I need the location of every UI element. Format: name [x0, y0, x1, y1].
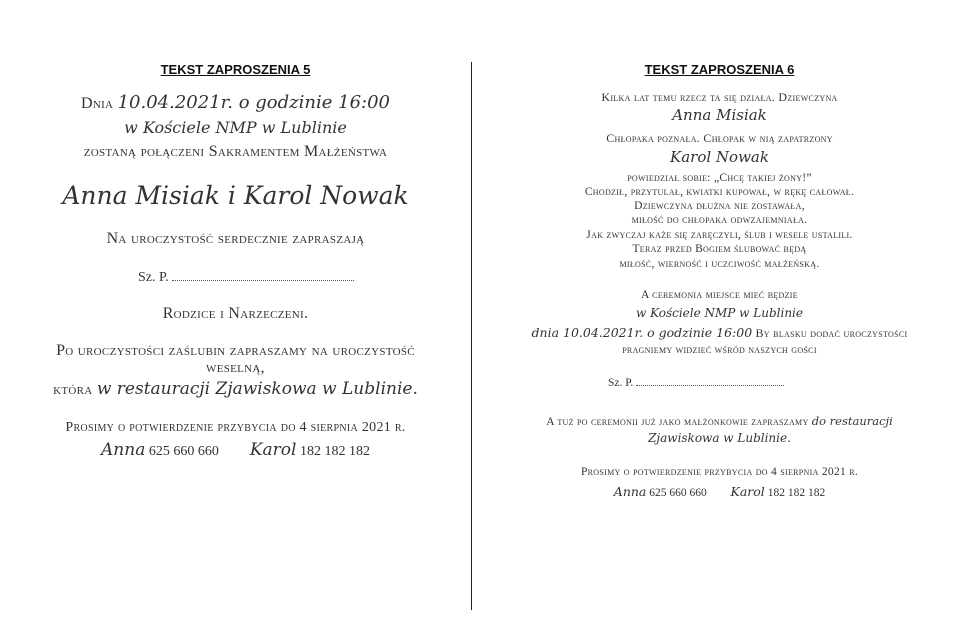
contact-line — [472, 484, 967, 499]
contact-karol-phone: 182 182 182 — [296, 444, 370, 459]
poem-line-4: Chodził, przytulał, kwiatki kupował, w rękę całował. — [584, 186, 855, 198]
contact-anna-name: Anna — [101, 440, 146, 460]
date-script: dnia 10.04.2021r. o godzinie 16:00 — [531, 325, 753, 340]
contact-karol-name: Karol — [249, 440, 297, 460]
pragniemy-line: pragniemy widzieć wśród naszych gości — [622, 344, 817, 356]
guest-blank — [636, 385, 784, 386]
reception-line-2: weselną, — [206, 359, 265, 376]
reception-line-1: Po uroczystości zaślubin zapraszamy na uroczystość — [56, 342, 415, 359]
contact-karol-name: Karol — [730, 484, 765, 499]
poem-line-8: Teraz przed Bogiem ślubować będą — [632, 243, 807, 255]
guest-line — [138, 270, 354, 286]
poem-line-5: Dziewczyna dłużna nie zostawała, — [634, 200, 805, 212]
contact-line — [0, 440, 471, 460]
heading: TEKST ZAPROSZENIA 5 — [160, 62, 311, 77]
heading: TEKST ZAPROSZENIA 6 — [644, 62, 795, 77]
poem-line-6: miłość do chłopaka odwzajemniała. — [631, 214, 808, 226]
church-line: w Kościele NMP w Lublinie — [124, 118, 347, 137]
guest-prefix: Sz. P. — [608, 377, 637, 389]
ceremony-line: A ceremonia miejsce mieć będzie — [641, 289, 798, 301]
poem-line-3: powiedział sobie: „Chcę takiej żony!” — [627, 172, 812, 184]
date-script: 10.04.2021r. o godzinie 16:00 — [117, 92, 391, 113]
contact-anna-name: Anna — [613, 484, 647, 499]
after-line — [472, 414, 967, 428]
date-line — [0, 92, 471, 113]
reception-which: która — [53, 381, 97, 398]
couple-names: Anna Misiak i Karol Nowak — [62, 181, 409, 210]
poem-line-7: Jak zwyczaj każe się zaręczyli, ślub i wesele ustalili. — [586, 229, 853, 241]
church-line: w Kościele NMP w Lublinie — [635, 306, 803, 320]
poem-line-2: Chłopaka poznała. Chłopak w nią zapatrzony — [606, 131, 833, 145]
date-prefix: Dnia — [80, 95, 118, 112]
guest-prefix: Sz. P. — [138, 270, 173, 285]
contact-anna-phone: 625 660 660 — [145, 444, 219, 459]
after-script: do restauracji — [811, 414, 893, 428]
rsvp-line: Prosimy o potwierdzenie przybycia do 4 sierpnia 2021 r. — [580, 466, 859, 478]
restaurant-line: Zjawiskowa w Lublinie. — [648, 431, 791, 445]
groom-name: Karol Nowak — [670, 148, 769, 166]
date-plain: By blasku dodać uroczystości — [752, 326, 908, 340]
invite-line: Na uroczystość serdecznie zapraszają — [106, 230, 365, 247]
sacrament-line: zostaną połączeni Sakramentem Małżeństwa — [83, 143, 388, 160]
date-line — [472, 325, 967, 341]
guest-line — [608, 377, 784, 389]
poem-line-9: miłość, wierność i uczciwość małżeńską. — [619, 258, 820, 270]
contact-anna-phone: 625 660 660 — [646, 487, 707, 499]
signers-line: Rodzice i Narzeczeni. — [162, 305, 309, 322]
contact-karol-phone: 182 182 182 — [764, 487, 826, 499]
rsvp-line: Prosimy o potwierdzenie przybycia do 4 sierpnia 2021 r. — [65, 420, 406, 435]
reception-line-3 — [0, 379, 471, 399]
guest-blank — [172, 280, 354, 281]
reception-place: w restauracji Zjawiskowa w Lublinie. — [96, 379, 418, 399]
poem-line-1: Kilka lat temu rzecz ta się działa. Dziewczyna — [601, 90, 838, 104]
after-plain: A tuż po ceremonii już jako małżonkowie zapraszamy — [546, 416, 812, 428]
bride-name: Anna Misiak — [672, 106, 767, 124]
